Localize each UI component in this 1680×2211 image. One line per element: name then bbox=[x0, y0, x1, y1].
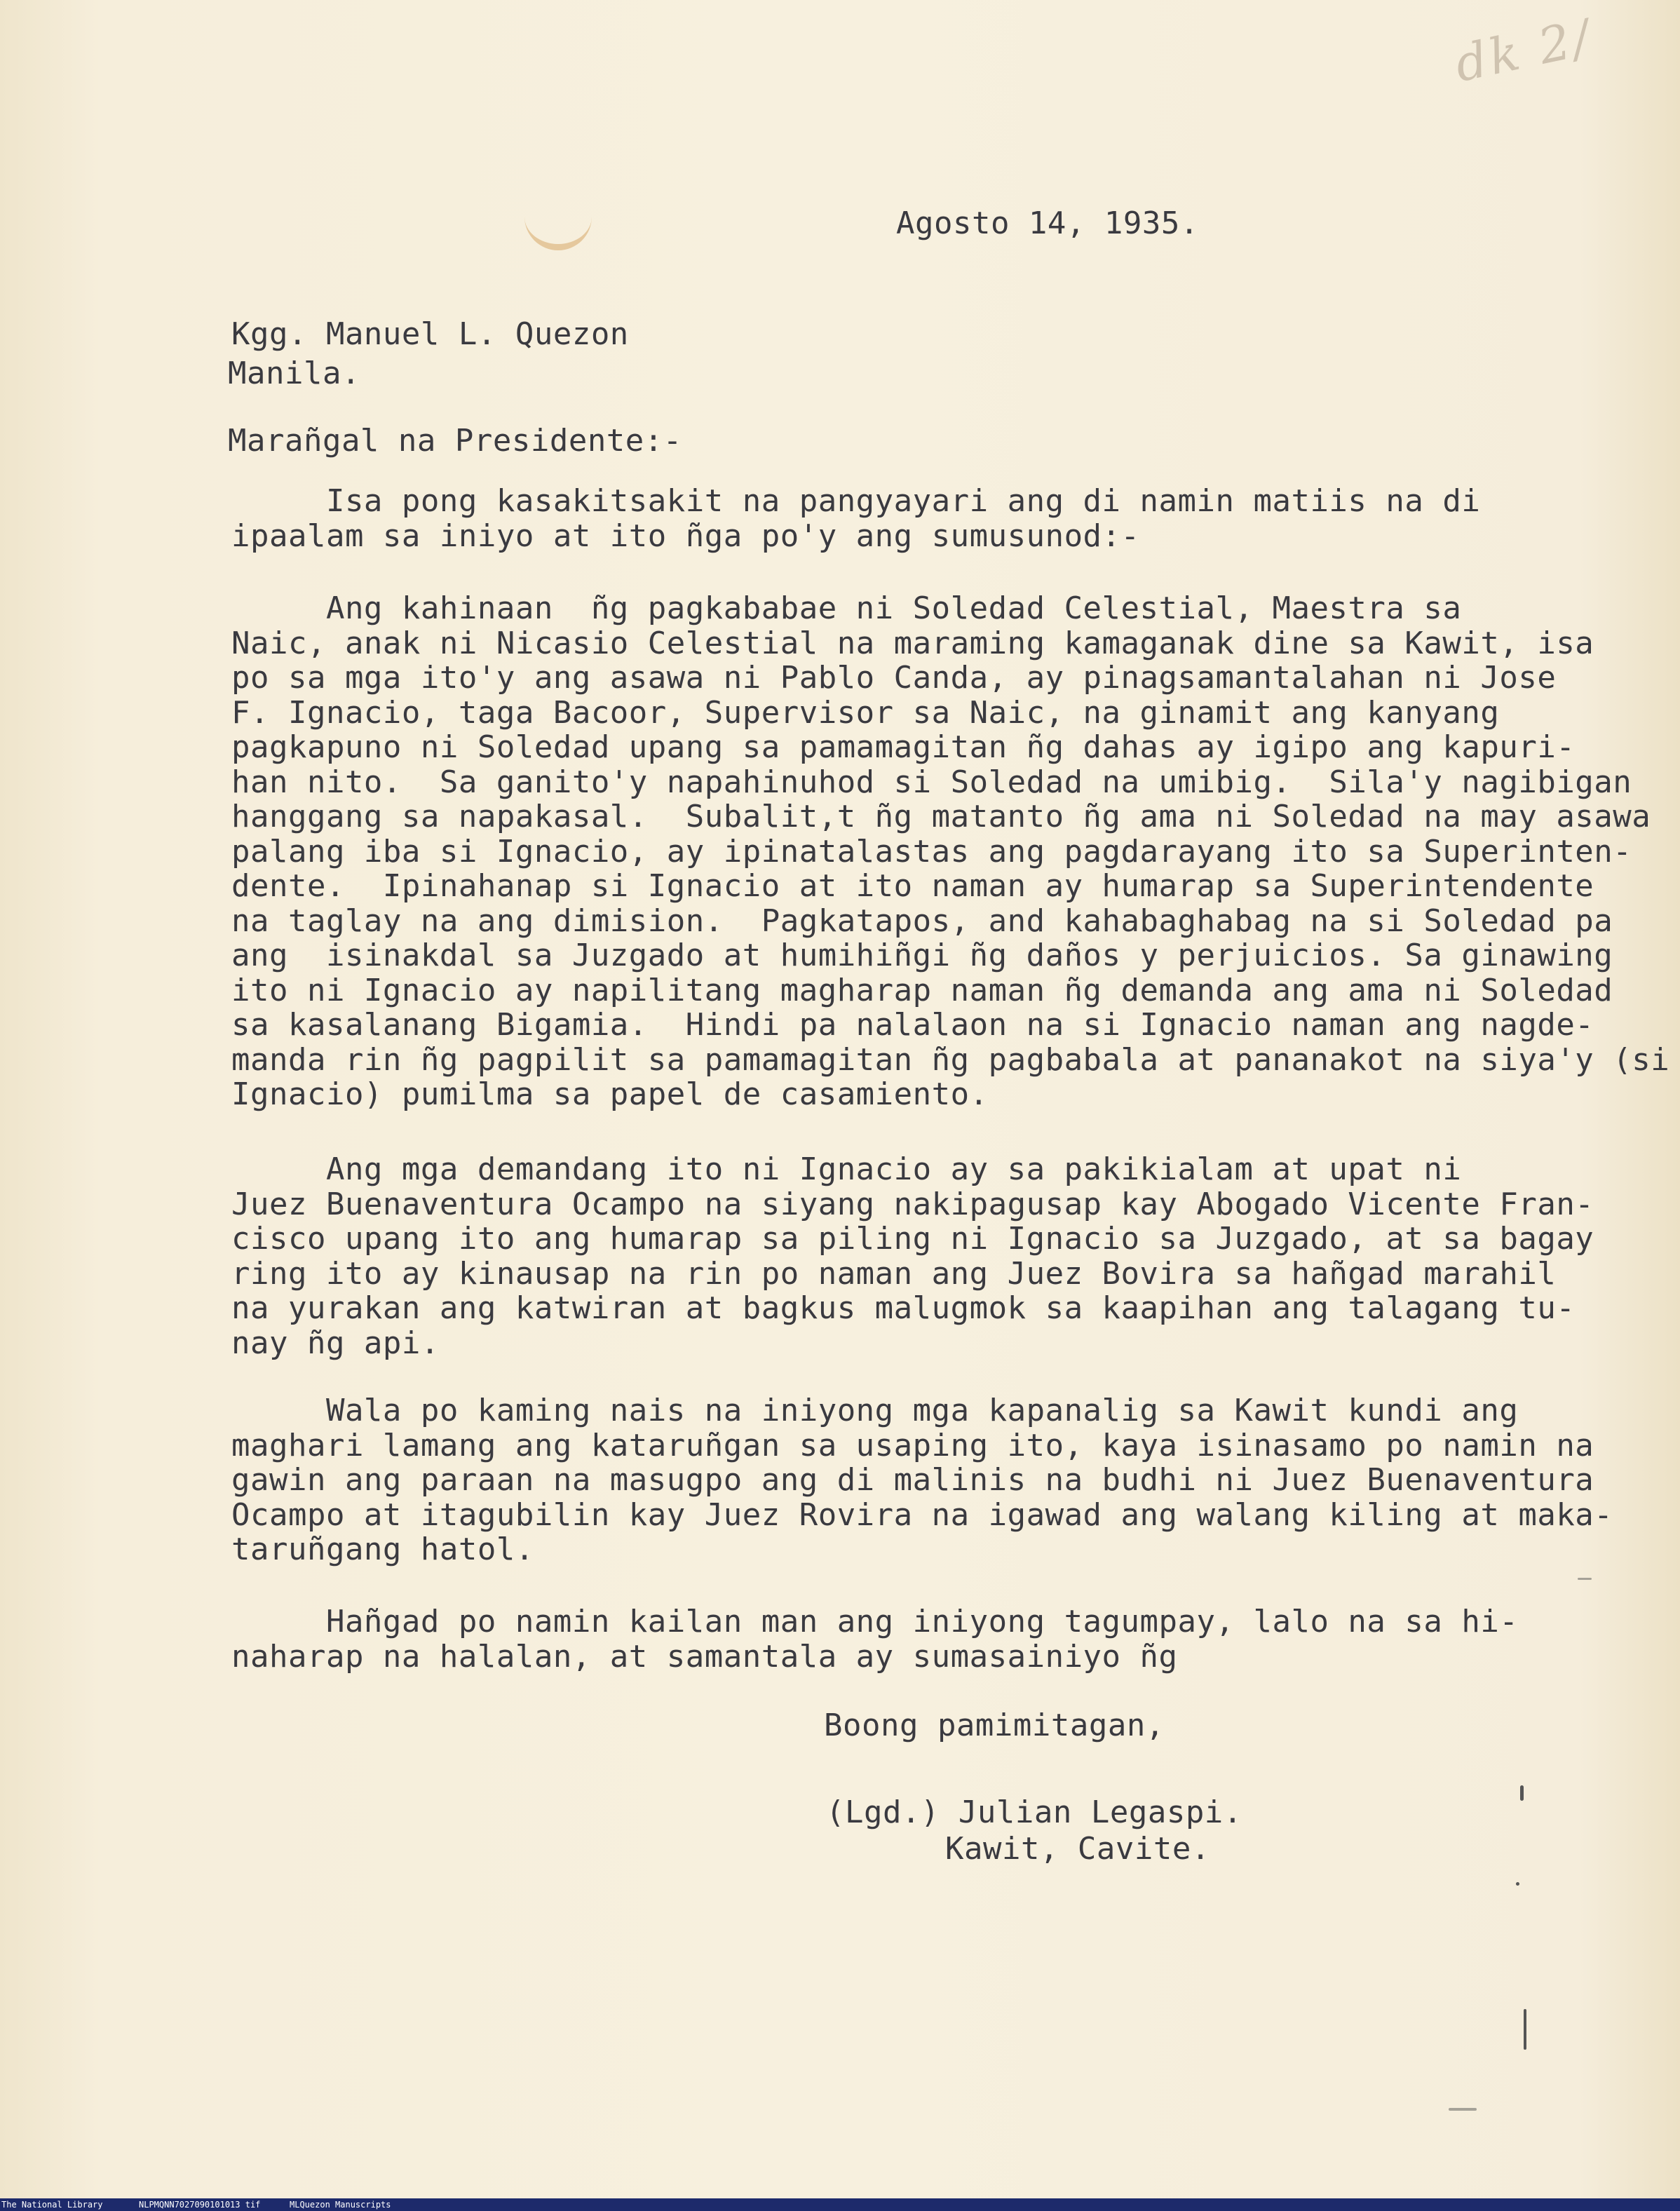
salutation: Marañgal na Presidente:- bbox=[228, 423, 682, 459]
paragraph-line: Hañgad po namin kailan man ang iniyong tagumpay, lalo na sa hi- bbox=[231, 1604, 1519, 1639]
letter-date: Agosto 14, 1935. bbox=[896, 205, 1199, 241]
paragraph-line: dente. Ipinahanap si Ignacio at ito naman ay humarap sa Superintendente bbox=[231, 868, 1594, 904]
paragraph-line: Ignacio) pumilma sa papel de casamiento. bbox=[231, 1076, 989, 1112]
paragraph-line: hanggang sa napakasal. Subalit,t ñg matanto ñg ama ni Soledad na may asawa bbox=[231, 799, 1651, 834]
paragraph-line: Juez Buenaventura Ocampo na siyang nakipagusap kay Abogado Vicente Fran- bbox=[231, 1186, 1594, 1222]
paragraph-line: Ocampo at itagubilin kay Juez Rovira na igawad ang walang kiling at maka- bbox=[231, 1496, 1613, 1533]
paragraph-line: F. Ignacio, taga Bacoor, Supervisor sa Naic, na ginamit ang kanyang bbox=[231, 694, 1500, 731]
speck-mark bbox=[1524, 2009, 1526, 2050]
paragraph-line: sa kasalanang Bigamia. Hindi pa nalalaon na si Ignacio naman ang nagde- bbox=[231, 1007, 1594, 1043]
paragraph-line: na taglay na ang dimision. Pagkatapos, and kahabaghabag na si Soledad pa bbox=[231, 902, 1613, 939]
footer-source: The National Library bbox=[1, 2200, 103, 2210]
archive-footer-bar bbox=[0, 2198, 1680, 2211]
paragraph-line: han nito. Sa ganito'y napahinuhod si Soledad na umibig. Sila'y nagibigan bbox=[231, 764, 1632, 800]
paragraph-line: cisco upang ito ang humarap sa piling ni Ignacio sa Juzgado, at sa bagay bbox=[231, 1221, 1594, 1257]
speck-mark bbox=[1516, 1882, 1519, 1886]
recipient-name: Kgg. Manuel L. Quezon bbox=[231, 316, 629, 352]
paragraph-line: manda rin ñg pagpilit sa pamamagitan ñg pagbabala at pananakot na siya'y (si bbox=[231, 1041, 1670, 1078]
paragraph-line: pagkapuno ni Soledad upang sa pamamagitan ñg dahas ay igipo ang kapuri- bbox=[231, 729, 1576, 765]
paragraph-line: palang iba si Ignacio, ay ipinatalastas ang pagdarayang ito sa Superinten- bbox=[231, 833, 1632, 870]
paragraph-line: gawin ang paraan na masugpo ang di malinis na budhi ni Juez Buenaventura bbox=[231, 1462, 1594, 1498]
paragraph-line: Wala po kaming nais na iniyong mga kapanalig sa Kawit kundi ang bbox=[231, 1393, 1519, 1428]
paragraph-line: po sa mga ito'y ang asawa ni Pablo Canda, ay pinagsamantalahan ni Jose bbox=[231, 660, 1557, 696]
paragraph-line: Ang kahinaan ñg pagkababae ni Soledad Celestial, Maestra sa bbox=[231, 590, 1462, 626]
paragraph-4 bbox=[231, 1393, 1613, 1567]
paragraph-line: Ang mga demandang ito ni Ignacio ay sa pakikialam at upat ni bbox=[231, 1151, 1462, 1187]
speck-mark bbox=[1578, 1578, 1592, 1580]
paragraph-3 bbox=[231, 1152, 1606, 1360]
closing: Boong pamimitagan, bbox=[824, 1708, 1165, 1743]
paragraph-line: nay ñg api. bbox=[231, 1325, 440, 1361]
paragraph-line: Isa pong kasakitsakit na pangyayari ang di namin matiis na di bbox=[231, 483, 1481, 519]
footer-collection: MLQuezon Manuscripts bbox=[290, 2200, 391, 2210]
paragraph-line: ang isinakdal sa Juzgado at humihiñgi ñg daños y perjuicios. Sa ginawing bbox=[231, 938, 1613, 973]
paragraph-line: maghari lamang ang kataruñgan sa usaping ito, kaya isinasamo po namin na bbox=[231, 1427, 1594, 1463]
paragraph-line: na yurakan ang katwiran at bagkus malugmok sa kaapihan ang talagang tu- bbox=[231, 1290, 1576, 1326]
recipient-city: Manila. bbox=[228, 356, 360, 391]
paragraph-1 bbox=[231, 484, 1606, 553]
signature-place: Kawit, Cavite. bbox=[945, 1831, 1210, 1867]
speck-mark bbox=[1449, 2108, 1477, 2111]
pencil-mark: dk 2/ bbox=[1449, 8, 1598, 94]
footer-file-id: NLPMQNN7027090101013 tif bbox=[139, 2200, 261, 2210]
paper-stain bbox=[524, 195, 592, 250]
paragraph-2 bbox=[231, 590, 1670, 1112]
paragraph-line: ring ito ay kinausap na rin po naman ang Juez Bovira sa hañgad marahil bbox=[231, 1255, 1557, 1292]
paragraph-line: Naic, anak ni Nicasio Celestial na maraming kamaganak dine sa Kawit, isa bbox=[231, 625, 1594, 661]
paragraph-5 bbox=[231, 1604, 1606, 1674]
paragraph-line: ipaalam sa iniyo at ito ñga po'y ang sumusunod:- bbox=[231, 518, 1140, 554]
paragraph-line: naharap na halalan, at samantala ay sumasainiyo ñg bbox=[231, 1638, 1178, 1675]
paragraph-line: taruñgang hatol. bbox=[231, 1532, 534, 1567]
speck-mark bbox=[1520, 1785, 1524, 1801]
paragraph-line: ito ni Ignacio ay napilitang magharap naman ñg demanda ang ama ni Soledad bbox=[231, 972, 1613, 1008]
signature: (Lgd.) Julian Legaspi. bbox=[826, 1794, 1242, 1830]
